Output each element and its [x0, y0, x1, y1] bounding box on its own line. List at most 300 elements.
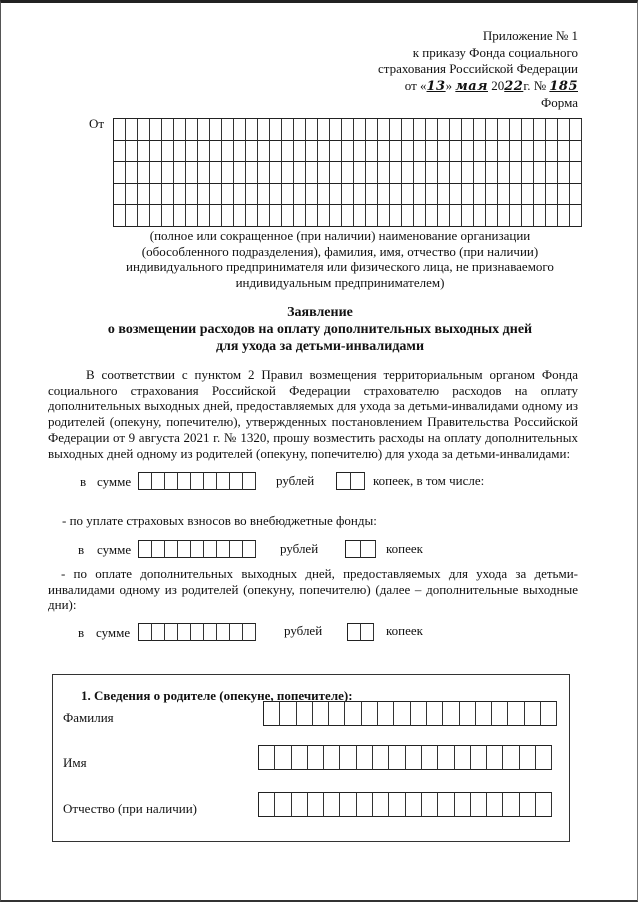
grid-cell[interactable] [282, 119, 294, 141]
char-box[interactable] [243, 623, 256, 641]
char-box[interactable] [346, 540, 361, 558]
grid-cell[interactable] [210, 184, 222, 206]
grid-cell[interactable] [318, 205, 330, 227]
char-box[interactable] [536, 792, 552, 817]
grid-cell[interactable] [138, 119, 150, 141]
char-box[interactable] [373, 745, 389, 770]
grid-cell[interactable] [330, 184, 342, 206]
char-box[interactable] [230, 540, 243, 558]
char-box[interactable] [139, 472, 152, 490]
grid-cell[interactable] [258, 162, 270, 184]
grid-cell[interactable] [306, 141, 318, 163]
grid-cell[interactable] [486, 162, 498, 184]
grid-cell[interactable] [162, 184, 174, 206]
grid-cell[interactable] [474, 141, 486, 163]
char-box[interactable] [471, 745, 487, 770]
grid-cell[interactable] [462, 162, 474, 184]
sum-label: сумме [96, 625, 131, 640]
grid-cell[interactable] [498, 141, 510, 163]
grid-cell[interactable] [426, 119, 438, 141]
char-box[interactable] [471, 792, 487, 817]
grid-cell[interactable] [522, 162, 534, 184]
grid-cell[interactable] [294, 184, 306, 206]
organization-name-grid[interactable] [113, 118, 582, 227]
char-box[interactable] [503, 745, 519, 770]
grid-cell[interactable] [342, 141, 354, 163]
grid-cell[interactable] [342, 205, 354, 227]
grid-cell[interactable] [366, 205, 378, 227]
grid-cell[interactable] [354, 141, 366, 163]
grid-cell[interactable] [222, 162, 234, 184]
grid-cell[interactable] [330, 205, 342, 227]
grid-cell[interactable] [570, 184, 582, 206]
grid-cell[interactable] [402, 119, 414, 141]
grid-cell[interactable] [426, 141, 438, 163]
grid-cell[interactable] [522, 141, 534, 163]
char-box[interactable] [443, 701, 459, 726]
grid-cell[interactable] [186, 141, 198, 163]
char-box[interactable] [230, 623, 243, 641]
grid-cell[interactable] [210, 205, 222, 227]
char-box[interactable] [308, 745, 324, 770]
char-box[interactable] [191, 472, 204, 490]
char-box[interactable] [340, 792, 356, 817]
caption-line: (полное или сокращенное (при наличии) наименование организации [149, 228, 531, 243]
grid-cell[interactable] [570, 119, 582, 141]
grid-cell[interactable] [270, 141, 282, 163]
grid-cell[interactable] [198, 162, 210, 184]
date-prefix: от « [404, 77, 427, 93]
char-box[interactable] [259, 745, 275, 770]
grid-cell[interactable] [354, 205, 366, 227]
grid-cell[interactable] [558, 162, 570, 184]
grid-cell[interactable] [546, 184, 558, 206]
char-box[interactable] [217, 472, 230, 490]
grid-cell[interactable] [414, 141, 426, 163]
char-box[interactable] [264, 701, 280, 726]
kopecks-label: копеек [386, 541, 423, 556]
char-box[interactable] [292, 792, 308, 817]
grid-cell[interactable] [330, 119, 342, 141]
grid-cell[interactable] [414, 184, 426, 206]
grid-cell[interactable] [306, 184, 318, 206]
grid-cell[interactable] [270, 119, 282, 141]
char-box[interactable] [348, 623, 361, 641]
grid-cell[interactable] [510, 162, 522, 184]
grid-cell[interactable] [546, 162, 558, 184]
char-box[interactable] [139, 540, 152, 558]
grid-cell[interactable] [150, 141, 162, 163]
char-box[interactable] [487, 745, 503, 770]
char-box[interactable] [165, 472, 178, 490]
grid-cell[interactable] [318, 119, 330, 141]
grid-cell[interactable] [234, 184, 246, 206]
grid-cell[interactable] [258, 141, 270, 163]
char-box[interactable] [280, 701, 296, 726]
grid-cell[interactable] [294, 205, 306, 227]
grid-cell[interactable] [438, 184, 450, 206]
grid-cell[interactable] [318, 184, 330, 206]
grid-cell[interactable] [510, 205, 522, 227]
grid-cell[interactable] [390, 184, 402, 206]
grid-cell[interactable] [210, 119, 222, 141]
grid-cell[interactable] [126, 205, 138, 227]
grid-cell[interactable] [174, 162, 186, 184]
grid-cell[interactable] [354, 162, 366, 184]
sum-v-label: в [80, 474, 87, 489]
grid-cell[interactable] [438, 162, 450, 184]
days-rubles-boxes[interactable] [138, 623, 256, 641]
grid-cell[interactable] [342, 119, 354, 141]
char-box[interactable] [503, 792, 519, 817]
grid-cell[interactable] [162, 205, 174, 227]
char-box[interactable] [357, 745, 373, 770]
char-box[interactable] [427, 701, 443, 726]
char-box[interactable] [389, 792, 405, 817]
char-box[interactable] [438, 745, 454, 770]
grid-cell[interactable] [234, 162, 246, 184]
char-box[interactable] [230, 472, 243, 490]
char-box[interactable] [520, 745, 536, 770]
grid-cell[interactable] [486, 184, 498, 206]
char-box[interactable] [455, 792, 471, 817]
grid-cell[interactable] [246, 184, 258, 206]
grid-cell[interactable] [534, 184, 546, 206]
grid-cell[interactable] [438, 141, 450, 163]
char-box[interactable] [259, 792, 275, 817]
grid-cell[interactable] [486, 119, 498, 141]
char-box[interactable] [204, 472, 217, 490]
grid-cell[interactable] [474, 162, 486, 184]
grid-cell[interactable] [366, 119, 378, 141]
grid-cell[interactable] [114, 162, 126, 184]
grid-cell[interactable] [126, 184, 138, 206]
grid-cell[interactable] [498, 119, 510, 141]
contrib-rubles-boxes[interactable] [138, 540, 256, 558]
grid-cell[interactable] [378, 162, 390, 184]
char-box[interactable] [324, 745, 340, 770]
grid-cell[interactable] [198, 184, 210, 206]
grid-cell[interactable] [270, 162, 282, 184]
grid-cell[interactable] [534, 141, 546, 163]
grid-cell[interactable] [210, 162, 222, 184]
grid-cell[interactable] [522, 184, 534, 206]
grid-cell[interactable] [330, 141, 342, 163]
grid-cell[interactable] [426, 184, 438, 206]
char-box[interactable] [438, 792, 454, 817]
grid-cell[interactable] [522, 205, 534, 227]
char-box[interactable] [508, 701, 524, 726]
grid-cell[interactable] [438, 205, 450, 227]
grid-cell[interactable] [126, 141, 138, 163]
char-box[interactable] [275, 745, 291, 770]
grid-cell[interactable] [234, 205, 246, 227]
grid-cell[interactable] [282, 141, 294, 163]
char-box[interactable] [525, 701, 541, 726]
grid-cell[interactable] [546, 141, 558, 163]
grid-cell[interactable] [294, 119, 306, 141]
grid-cell[interactable] [462, 141, 474, 163]
char-box[interactable] [204, 623, 217, 641]
char-box[interactable] [152, 472, 165, 490]
char-box[interactable] [152, 540, 165, 558]
char-box[interactable] [165, 623, 178, 641]
grid-cell[interactable] [486, 141, 498, 163]
char-box[interactable] [217, 623, 230, 641]
char-box[interactable] [406, 745, 422, 770]
grid-cell[interactable] [390, 205, 402, 227]
char-box[interactable] [292, 745, 308, 770]
grid-cell[interactable] [414, 162, 426, 184]
grid-cell[interactable] [414, 119, 426, 141]
grid-cell[interactable] [186, 119, 198, 141]
char-box[interactable] [411, 701, 427, 726]
char-box[interactable] [536, 745, 552, 770]
char-box[interactable] [243, 472, 256, 490]
parent-info-section [52, 674, 570, 842]
contrib-kopecks-boxes[interactable] [345, 540, 376, 558]
char-box[interactable] [308, 792, 324, 817]
char-box[interactable] [275, 792, 291, 817]
grid-cell[interactable] [402, 184, 414, 206]
grid-cell[interactable] [498, 184, 510, 206]
grid-cell[interactable] [138, 162, 150, 184]
grid-cell[interactable] [174, 205, 186, 227]
char-box[interactable] [460, 701, 476, 726]
grid-cell[interactable] [246, 141, 258, 163]
grid-cell[interactable] [174, 141, 186, 163]
grid-cell[interactable] [450, 119, 462, 141]
char-box[interactable] [191, 623, 204, 641]
grid-cell[interactable] [138, 205, 150, 227]
char-box[interactable] [340, 745, 356, 770]
char-box[interactable] [324, 792, 340, 817]
grid-cell[interactable] [114, 119, 126, 141]
grid-cell[interactable] [390, 162, 402, 184]
grid-cell[interactable] [558, 205, 570, 227]
char-box[interactable] [389, 745, 405, 770]
char-box[interactable] [455, 745, 471, 770]
grid-cell[interactable] [534, 119, 546, 141]
grid-cell[interactable] [222, 119, 234, 141]
grid-cell[interactable] [474, 205, 486, 227]
grid-cell[interactable] [486, 205, 498, 227]
grid-cell[interactable] [570, 141, 582, 163]
char-box[interactable] [217, 540, 230, 558]
grid-cell[interactable] [138, 184, 150, 206]
grid-cell[interactable] [402, 205, 414, 227]
grid-cell[interactable] [450, 162, 462, 184]
grid-cell[interactable] [258, 184, 270, 206]
grid-cell[interactable] [522, 119, 534, 141]
grid-cell[interactable] [414, 205, 426, 227]
char-box[interactable] [357, 792, 373, 817]
grid-cell[interactable] [366, 141, 378, 163]
char-box[interactable] [345, 701, 361, 726]
grid-cell[interactable] [150, 184, 162, 206]
grid-cell[interactable] [450, 205, 462, 227]
char-box[interactable] [191, 540, 204, 558]
grid-cell[interactable] [510, 184, 522, 206]
grid-cell[interactable] [186, 162, 198, 184]
char-box[interactable] [422, 745, 438, 770]
grid-cell[interactable] [306, 162, 318, 184]
char-box[interactable] [297, 701, 313, 726]
grid-cell[interactable] [510, 119, 522, 141]
grid-cell[interactable] [150, 119, 162, 141]
char-box[interactable] [313, 701, 329, 726]
grid-cell[interactable] [282, 184, 294, 206]
grid-cell[interactable] [378, 205, 390, 227]
grid-cell[interactable] [270, 205, 282, 227]
char-box[interactable] [204, 540, 217, 558]
grid-cell[interactable] [162, 119, 174, 141]
char-box[interactable] [394, 701, 410, 726]
grid-cell[interactable] [354, 119, 366, 141]
grid-cell[interactable] [186, 205, 198, 227]
grid-cell[interactable] [294, 162, 306, 184]
grid-cell[interactable] [378, 119, 390, 141]
grid-cell[interactable] [318, 162, 330, 184]
grid-cell[interactable] [450, 141, 462, 163]
grid-cell[interactable] [342, 184, 354, 206]
grid-cell[interactable] [114, 184, 126, 206]
grid-cell[interactable] [246, 162, 258, 184]
char-box[interactable] [422, 792, 438, 817]
grid-cell[interactable] [222, 205, 234, 227]
grid-cell[interactable] [426, 162, 438, 184]
grid-cell[interactable] [126, 119, 138, 141]
char-box[interactable] [520, 792, 536, 817]
char-box[interactable] [178, 623, 191, 641]
grid-cell[interactable] [258, 119, 270, 141]
grid-cell[interactable] [198, 119, 210, 141]
char-box[interactable] [487, 792, 503, 817]
char-box[interactable] [139, 623, 152, 641]
grid-cell[interactable] [306, 205, 318, 227]
char-box[interactable] [362, 701, 378, 726]
grid-cell[interactable] [462, 184, 474, 206]
grid-cell[interactable] [150, 205, 162, 227]
grid-cell[interactable] [498, 205, 510, 227]
grid-cell[interactable] [366, 184, 378, 206]
section-title: 1. Сведения о родителе (опекуне, попечителе): [81, 688, 353, 703]
grid-cell[interactable] [402, 141, 414, 163]
grid-cell[interactable] [438, 119, 450, 141]
grid-cell[interactable] [174, 184, 186, 206]
grid-cell[interactable] [138, 141, 150, 163]
grid-cell[interactable] [114, 141, 126, 163]
grid-cell[interactable] [462, 205, 474, 227]
grid-cell[interactable] [270, 184, 282, 206]
char-box[interactable] [541, 701, 557, 726]
char-box[interactable] [178, 540, 191, 558]
grid-cell[interactable] [246, 205, 258, 227]
char-box[interactable] [492, 701, 508, 726]
grid-cell[interactable] [546, 205, 558, 227]
grid-cell[interactable] [198, 141, 210, 163]
grid-cell[interactable] [378, 141, 390, 163]
grid-cell[interactable] [558, 141, 570, 163]
grid-cell[interactable] [126, 162, 138, 184]
grid-cell[interactable] [222, 184, 234, 206]
char-box[interactable] [243, 540, 256, 558]
char-box[interactable] [406, 792, 422, 817]
grid-cell[interactable] [318, 141, 330, 163]
grid-cell[interactable] [210, 141, 222, 163]
grid-cell[interactable] [114, 205, 126, 227]
grid-cell[interactable] [474, 184, 486, 206]
grid-cell[interactable] [390, 119, 402, 141]
grid-cell[interactable] [330, 162, 342, 184]
grid-cell[interactable] [510, 141, 522, 163]
grid-cell[interactable] [258, 205, 270, 227]
grid-cell[interactable] [570, 205, 582, 227]
grid-cell[interactable] [162, 162, 174, 184]
grid-cell[interactable] [198, 205, 210, 227]
char-box[interactable] [165, 540, 178, 558]
grid-cell[interactable] [462, 119, 474, 141]
grid-cell[interactable] [474, 119, 486, 141]
char-box[interactable] [361, 623, 374, 641]
grid-cell[interactable] [426, 205, 438, 227]
char-box[interactable] [476, 701, 492, 726]
grid-cell[interactable] [222, 141, 234, 163]
grid-cell[interactable] [534, 205, 546, 227]
grid-cell[interactable] [294, 141, 306, 163]
first-name-boxes[interactable] [258, 745, 552, 770]
grid-cell[interactable] [450, 184, 462, 206]
grid-cell[interactable] [186, 184, 198, 206]
grid-cell[interactable] [234, 141, 246, 163]
days-kopecks-boxes[interactable] [347, 623, 374, 641]
grid-cell[interactable] [342, 162, 354, 184]
grid-cell[interactable] [150, 162, 162, 184]
grid-cell[interactable] [534, 162, 546, 184]
grid-cell[interactable] [234, 119, 246, 141]
char-box[interactable] [361, 540, 376, 558]
char-box[interactable] [152, 623, 165, 641]
grid-cell[interactable] [174, 119, 186, 141]
surname-boxes[interactable] [263, 701, 557, 726]
grid-cell[interactable] [558, 119, 570, 141]
grid-cell[interactable] [546, 119, 558, 141]
grid-cell[interactable] [282, 162, 294, 184]
grid-cell[interactable] [570, 162, 582, 184]
grid-cell[interactable] [354, 184, 366, 206]
patronymic-boxes[interactable] [258, 792, 552, 817]
total-kopecks-boxes[interactable] [336, 472, 365, 490]
grid-cell[interactable] [558, 184, 570, 206]
grid-cell[interactable] [246, 119, 258, 141]
grid-cell[interactable] [402, 162, 414, 184]
grid-cell[interactable] [378, 184, 390, 206]
grid-cell[interactable] [390, 141, 402, 163]
char-box[interactable] [178, 472, 191, 490]
rubles-label: рублей [280, 541, 319, 556]
char-box[interactable] [373, 792, 389, 817]
total-rubles-boxes[interactable] [138, 472, 256, 490]
grid-cell[interactable] [498, 162, 510, 184]
grid-cell[interactable] [282, 205, 294, 227]
grid-cell[interactable] [162, 141, 174, 163]
grid-cell[interactable] [366, 162, 378, 184]
char-box[interactable] [337, 472, 351, 490]
char-box[interactable] [329, 701, 345, 726]
char-box[interactable] [351, 472, 365, 490]
grid-cell[interactable] [306, 119, 318, 141]
char-box[interactable] [378, 701, 394, 726]
